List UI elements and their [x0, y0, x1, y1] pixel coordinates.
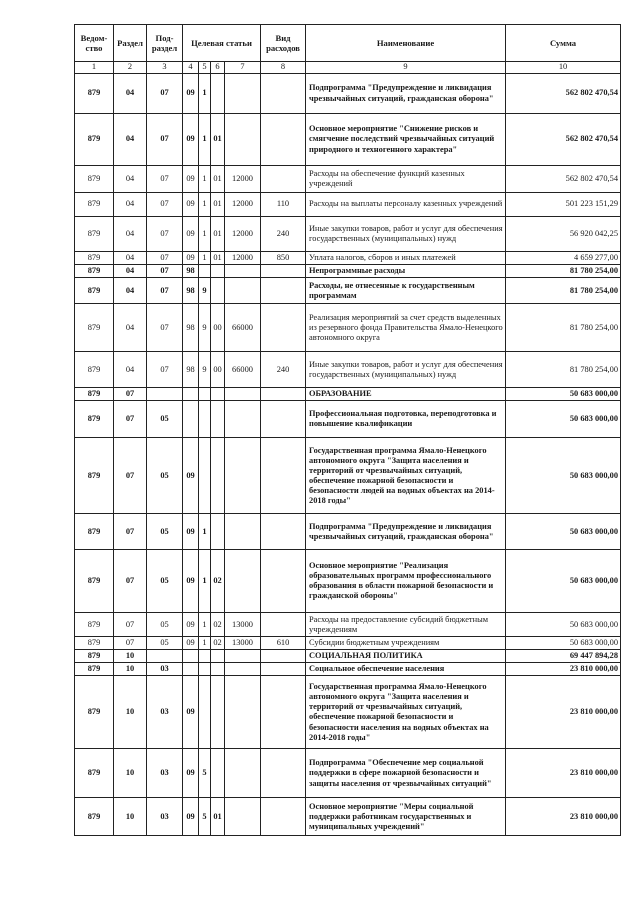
- podrazdel-cell: 03: [147, 663, 183, 676]
- direction-code-cell: [225, 401, 261, 438]
- amount-cell: 81 780 254,00: [506, 265, 621, 278]
- program-code-cell: 09: [183, 193, 199, 217]
- column-number: 3: [147, 62, 183, 74]
- expense-type-cell: [261, 265, 306, 278]
- event-code-cell: [211, 663, 225, 676]
- expense-type-cell: 110: [261, 193, 306, 217]
- vedomstvo-cell: 879: [75, 166, 114, 193]
- column-number: 9: [306, 62, 506, 74]
- vedomstvo-cell: 879: [75, 304, 114, 352]
- expense-type-cell: [261, 304, 306, 352]
- program-code-cell: [183, 663, 199, 676]
- amount-cell: 56 920 042,25: [506, 217, 621, 252]
- expense-type-cell: 240: [261, 352, 306, 388]
- razdel-cell: 10: [114, 650, 147, 663]
- event-code-cell: 02: [211, 613, 225, 637]
- table-row: [75, 352, 621, 388]
- name-cell: Государственная программа Ямало-Ненецкого автономного округа "Защита населения и территорий от чрезвычайных ситуаций, обеспечение пожарной безопасности и безопасности населения на водных объектах на 2014-2018 годы": [306, 676, 506, 749]
- vedomstvo-cell: 879: [75, 252, 114, 265]
- name-cell: Расходы на выплаты персоналу казенных учреждений: [306, 193, 506, 217]
- subprogram-code-cell: 1: [199, 637, 211, 650]
- event-code-cell: 02: [211, 550, 225, 613]
- vedomstvo-cell: 879: [75, 352, 114, 388]
- column-number: 1: [75, 62, 114, 74]
- event-code-cell: [211, 438, 225, 514]
- name-cell: ОБРАЗОВАНИЕ: [306, 388, 506, 401]
- subprogram-code-cell: 5: [199, 798, 211, 836]
- razdel-cell: 04: [114, 278, 147, 304]
- direction-code-cell: 13000: [225, 613, 261, 637]
- razdel-cell: 07: [114, 550, 147, 613]
- subprogram-code-cell: [199, 676, 211, 749]
- amount-cell: 23 810 000,00: [506, 798, 621, 836]
- program-code-cell: [183, 650, 199, 663]
- vedomstvo-cell: 879: [75, 388, 114, 401]
- podrazdel-cell: 03: [147, 749, 183, 798]
- subprogram-code-cell: 1: [199, 114, 211, 166]
- direction-code-cell: [225, 676, 261, 749]
- expense-type-cell: [261, 401, 306, 438]
- podrazdel-cell: 05: [147, 438, 183, 514]
- subprogram-code-cell: 1: [199, 514, 211, 550]
- amount-cell: 501 223 151,29: [506, 193, 621, 217]
- podrazdel-cell: 07: [147, 304, 183, 352]
- event-code-cell: 01: [211, 166, 225, 193]
- table-row: [75, 388, 621, 401]
- table-row: [75, 676, 621, 749]
- table-row: [75, 304, 621, 352]
- expense-type-cell: [261, 114, 306, 166]
- razdel-cell: 10: [114, 663, 147, 676]
- vedomstvo-cell: 879: [75, 663, 114, 676]
- table-row: [75, 252, 621, 265]
- vedomstvo-cell: 879: [75, 265, 114, 278]
- table-row: [75, 514, 621, 550]
- program-code-cell: 09: [183, 637, 199, 650]
- name-cell: Реализация мероприятий за счет средств выделенных из резервного фонда Правительства Ямало-Ненецкого автономного округа: [306, 304, 506, 352]
- expense-type-cell: [261, 278, 306, 304]
- name-cell: Иные закупки товаров, работ и услуг для обеспечения государственных (муниципальных) нужд: [306, 352, 506, 388]
- vedomstvo-cell: 879: [75, 114, 114, 166]
- name-cell: СОЦИАЛЬНАЯ ПОЛИТИКА: [306, 650, 506, 663]
- event-code-cell: [211, 265, 225, 278]
- name-cell: Подпрограмма "Обеспечение мер социальной поддержки в сфере пожарной безопасности и защиты населения от чрезвычайных ситуаций": [306, 749, 506, 798]
- direction-code-cell: 66000: [225, 352, 261, 388]
- name-cell: Иные закупки товаров, работ и услуг для обеспечения государственных (муниципальных) нужд: [306, 217, 506, 252]
- column-number: 4: [183, 62, 199, 74]
- razdel-cell: 07: [114, 438, 147, 514]
- expense-type-cell: 240: [261, 217, 306, 252]
- program-code-cell: 09: [183, 514, 199, 550]
- program-code-cell: 09: [183, 166, 199, 193]
- table-row: [75, 193, 621, 217]
- header-vid-rashodov: Вид расходов: [261, 25, 306, 62]
- expense-type-cell: [261, 749, 306, 798]
- amount-cell: 50 683 000,00: [506, 613, 621, 637]
- amount-cell: 23 810 000,00: [506, 676, 621, 749]
- event-code-cell: 01: [211, 252, 225, 265]
- direction-code-cell: 66000: [225, 304, 261, 352]
- table-row: [75, 550, 621, 613]
- amount-cell: 81 780 254,00: [506, 352, 621, 388]
- table-row: [75, 278, 621, 304]
- subprogram-code-cell: [199, 265, 211, 278]
- direction-code-cell: [225, 438, 261, 514]
- event-code-cell: [211, 74, 225, 114]
- name-cell: Основное мероприятие "Снижение рисков и смягчение последствий чрезвычайных ситуаций природного и техногенного характера": [306, 114, 506, 166]
- table-row: [75, 114, 621, 166]
- table-row: [75, 637, 621, 650]
- podrazdel-cell: [147, 388, 183, 401]
- column-number: 8: [261, 62, 306, 74]
- table-body: [75, 74, 621, 836]
- program-code-cell: 09: [183, 798, 199, 836]
- direction-code-cell: [225, 749, 261, 798]
- vedomstvo-cell: 879: [75, 514, 114, 550]
- amount-cell: 50 683 000,00: [506, 637, 621, 650]
- subprogram-code-cell: 9: [199, 278, 211, 304]
- subprogram-code-cell: 5: [199, 749, 211, 798]
- event-code-cell: 01: [211, 217, 225, 252]
- table-row: [75, 438, 621, 514]
- podrazdel-cell: 07: [147, 352, 183, 388]
- event-code-cell: 01: [211, 193, 225, 217]
- podrazdel-cell: 07: [147, 166, 183, 193]
- header-summa: Сумма: [506, 25, 621, 62]
- program-code-cell: 09: [183, 74, 199, 114]
- direction-code-cell: 12000: [225, 252, 261, 265]
- column-number: 7: [225, 62, 261, 74]
- vedomstvo-cell: 879: [75, 401, 114, 438]
- event-code-cell: 02: [211, 637, 225, 650]
- name-cell: Основное мероприятие "Меры социальной поддержки работникам государственных и муниципальных учреждений": [306, 798, 506, 836]
- name-cell: Расходы, не отнесенные к государственным программам: [306, 278, 506, 304]
- amount-cell: 81 780 254,00: [506, 278, 621, 304]
- expense-type-cell: 610: [261, 637, 306, 650]
- column-number: 10: [506, 62, 621, 74]
- table-row: [75, 265, 621, 278]
- amount-cell: 50 683 000,00: [506, 388, 621, 401]
- program-code-cell: 09: [183, 613, 199, 637]
- amount-cell: 562 802 470,54: [506, 74, 621, 114]
- direction-code-cell: [225, 650, 261, 663]
- podrazdel-cell: 07: [147, 252, 183, 265]
- direction-code-cell: [225, 663, 261, 676]
- name-cell: Социальное обеспечение населения: [306, 663, 506, 676]
- podrazdel-cell: 07: [147, 265, 183, 278]
- subprogram-code-cell: [199, 438, 211, 514]
- podrazdel-cell: 05: [147, 514, 183, 550]
- razdel-cell: 04: [114, 265, 147, 278]
- program-code-cell: 09: [183, 252, 199, 265]
- amount-cell: 50 683 000,00: [506, 550, 621, 613]
- vedomstvo-cell: 879: [75, 676, 114, 749]
- expense-type-cell: [261, 663, 306, 676]
- event-code-cell: [211, 749, 225, 798]
- amount-cell: 50 683 000,00: [506, 438, 621, 514]
- direction-code-cell: [225, 550, 261, 613]
- expense-type-cell: [261, 798, 306, 836]
- budget-table: [74, 24, 621, 836]
- expense-type-cell: 850: [261, 252, 306, 265]
- podrazdel-cell: 07: [147, 74, 183, 114]
- subprogram-code-cell: 1: [199, 193, 211, 217]
- razdel-cell: 10: [114, 749, 147, 798]
- table-row: [75, 749, 621, 798]
- amount-cell: 69 447 894,28: [506, 650, 621, 663]
- table-row: [75, 798, 621, 836]
- amount-cell: 562 802 470,54: [506, 114, 621, 166]
- razdel-cell: 04: [114, 114, 147, 166]
- table-row: [75, 663, 621, 676]
- subprogram-code-cell: 1: [199, 74, 211, 114]
- razdel-cell: 07: [114, 637, 147, 650]
- amount-cell: 81 780 254,00: [506, 304, 621, 352]
- subprogram-code-cell: [199, 401, 211, 438]
- table-row: [75, 613, 621, 637]
- table-row: [75, 650, 621, 663]
- vedomstvo-cell: 879: [75, 798, 114, 836]
- razdel-cell: 07: [114, 388, 147, 401]
- podrazdel-cell: 05: [147, 401, 183, 438]
- direction-code-cell: 12000: [225, 166, 261, 193]
- direction-code-cell: 12000: [225, 193, 261, 217]
- vedomstvo-cell: 879: [75, 613, 114, 637]
- name-cell: Подпрограмма "Предупреждение и ликвидация чрезвычайных ситуаций, гражданская оборона": [306, 514, 506, 550]
- budget-document-page: [74, 24, 620, 836]
- expense-type-cell: [261, 613, 306, 637]
- expense-type-cell: [261, 388, 306, 401]
- subprogram-code-cell: [199, 650, 211, 663]
- direction-code-cell: [225, 388, 261, 401]
- podrazdel-cell: [147, 650, 183, 663]
- expense-type-cell: [261, 550, 306, 613]
- razdel-cell: 04: [114, 217, 147, 252]
- event-code-cell: 01: [211, 114, 225, 166]
- amount-cell: 23 810 000,00: [506, 663, 621, 676]
- name-cell: Расходы на предоставление субсидий бюджетным учреждениям: [306, 613, 506, 637]
- program-code-cell: 09: [183, 438, 199, 514]
- podrazdel-cell: 03: [147, 676, 183, 749]
- subprogram-code-cell: [199, 663, 211, 676]
- program-code-cell: 98: [183, 278, 199, 304]
- podrazdel-cell: 05: [147, 637, 183, 650]
- expense-type-cell: [261, 676, 306, 749]
- program-code-cell: 09: [183, 676, 199, 749]
- name-cell: Непрограммные расходы: [306, 265, 506, 278]
- table-row: [75, 166, 621, 193]
- program-code-cell: 09: [183, 550, 199, 613]
- name-cell: Подпрограмма "Предупреждение и ликвидация чрезвычайных ситуаций, гражданская оборона": [306, 74, 506, 114]
- razdel-cell: 07: [114, 514, 147, 550]
- program-code-cell: 09: [183, 217, 199, 252]
- column-number: 2: [114, 62, 147, 74]
- expense-type-cell: [261, 166, 306, 193]
- razdel-cell: 10: [114, 676, 147, 749]
- subprogram-code-cell: [199, 388, 211, 401]
- subprogram-code-cell: 9: [199, 352, 211, 388]
- table-row: [75, 74, 621, 114]
- vedomstvo-cell: 879: [75, 217, 114, 252]
- event-code-cell: 00: [211, 352, 225, 388]
- vedomstvo-cell: 879: [75, 650, 114, 663]
- header-naimenovanie: Наименование: [306, 25, 506, 62]
- program-code-cell: 98: [183, 304, 199, 352]
- name-cell: Субсидии бюджетным учреждениям: [306, 637, 506, 650]
- razdel-cell: 07: [114, 613, 147, 637]
- table-header-row: [75, 25, 621, 62]
- podrazdel-cell: 07: [147, 114, 183, 166]
- direction-code-cell: 12000: [225, 217, 261, 252]
- vedomstvo-cell: 879: [75, 438, 114, 514]
- podrazdel-cell: 07: [147, 193, 183, 217]
- expense-type-cell: [261, 650, 306, 663]
- event-code-cell: 00: [211, 304, 225, 352]
- podrazdel-cell: 05: [147, 550, 183, 613]
- name-cell: Основное мероприятие "Реализация образовательных программ профессионального образования в области пожарной безопасности и гражданской обороны": [306, 550, 506, 613]
- expense-type-cell: [261, 514, 306, 550]
- subprogram-code-cell: 1: [199, 550, 211, 613]
- expense-type-cell: [261, 438, 306, 514]
- vedomstvo-cell: 879: [75, 193, 114, 217]
- event-code-cell: 01: [211, 798, 225, 836]
- vedomstvo-cell: 879: [75, 278, 114, 304]
- amount-cell: 4 659 277,00: [506, 252, 621, 265]
- razdel-cell: 04: [114, 166, 147, 193]
- program-code-cell: 09: [183, 114, 199, 166]
- header-celevaya-statya: Целевая статьи: [183, 25, 261, 62]
- direction-code-cell: [225, 114, 261, 166]
- vedomstvo-cell: 879: [75, 74, 114, 114]
- razdel-cell: 04: [114, 304, 147, 352]
- event-code-cell: [211, 401, 225, 438]
- event-code-cell: [211, 514, 225, 550]
- event-code-cell: [211, 388, 225, 401]
- header-razdel: Раздел: [114, 25, 147, 62]
- column-number: 6: [211, 62, 225, 74]
- expense-type-cell: [261, 74, 306, 114]
- table-row: [75, 217, 621, 252]
- amount-cell: 23 810 000,00: [506, 749, 621, 798]
- program-code-cell: 98: [183, 352, 199, 388]
- program-code-cell: 98: [183, 265, 199, 278]
- direction-code-cell: [225, 74, 261, 114]
- program-code-cell: [183, 388, 199, 401]
- event-code-cell: [211, 278, 225, 304]
- razdel-cell: 10: [114, 798, 147, 836]
- header-vedomstvo: Ведом-ство: [75, 25, 114, 62]
- razdel-cell: 04: [114, 74, 147, 114]
- column-number: 5: [199, 62, 211, 74]
- name-cell: Профессиональная подготовка, переподготовка и повышение квалификации: [306, 401, 506, 438]
- podrazdel-cell: 07: [147, 217, 183, 252]
- name-cell: Государственная программа Ямало-Ненецкого автономного округа "Защита населения и территорий от чрезвычайных ситуаций, обеспечение пожарной безопасности и безопасности людей на водных объектах на 2014-2018 годы": [306, 438, 506, 514]
- subprogram-code-cell: 9: [199, 304, 211, 352]
- subprogram-code-cell: 1: [199, 613, 211, 637]
- vedomstvo-cell: 879: [75, 749, 114, 798]
- event-code-cell: [211, 676, 225, 749]
- name-cell: Расходы на обеспечение функций казенных учреждений: [306, 166, 506, 193]
- razdel-cell: 07: [114, 401, 147, 438]
- direction-code-cell: 13000: [225, 637, 261, 650]
- vedomstvo-cell: 879: [75, 637, 114, 650]
- column-number-row: [75, 62, 621, 74]
- razdel-cell: 04: [114, 352, 147, 388]
- event-code-cell: [211, 650, 225, 663]
- amount-cell: 562 802 470,54: [506, 166, 621, 193]
- vedomstvo-cell: 879: [75, 550, 114, 613]
- podrazdel-cell: 07: [147, 278, 183, 304]
- program-code-cell: 09: [183, 749, 199, 798]
- direction-code-cell: [225, 265, 261, 278]
- direction-code-cell: [225, 278, 261, 304]
- podrazdel-cell: 03: [147, 798, 183, 836]
- razdel-cell: 04: [114, 193, 147, 217]
- amount-cell: 50 683 000,00: [506, 514, 621, 550]
- direction-code-cell: [225, 514, 261, 550]
- subprogram-code-cell: 1: [199, 217, 211, 252]
- direction-code-cell: [225, 798, 261, 836]
- subprogram-code-cell: 1: [199, 252, 211, 265]
- program-code-cell: [183, 401, 199, 438]
- podrazdel-cell: 05: [147, 613, 183, 637]
- amount-cell: 50 683 000,00: [506, 401, 621, 438]
- subprogram-code-cell: 1: [199, 166, 211, 193]
- razdel-cell: 04: [114, 252, 147, 265]
- table-row: [75, 401, 621, 438]
- name-cell: Уплата налогов, сборов и иных платежей: [306, 252, 506, 265]
- header-podrazdel: Под-раздел: [147, 25, 183, 62]
